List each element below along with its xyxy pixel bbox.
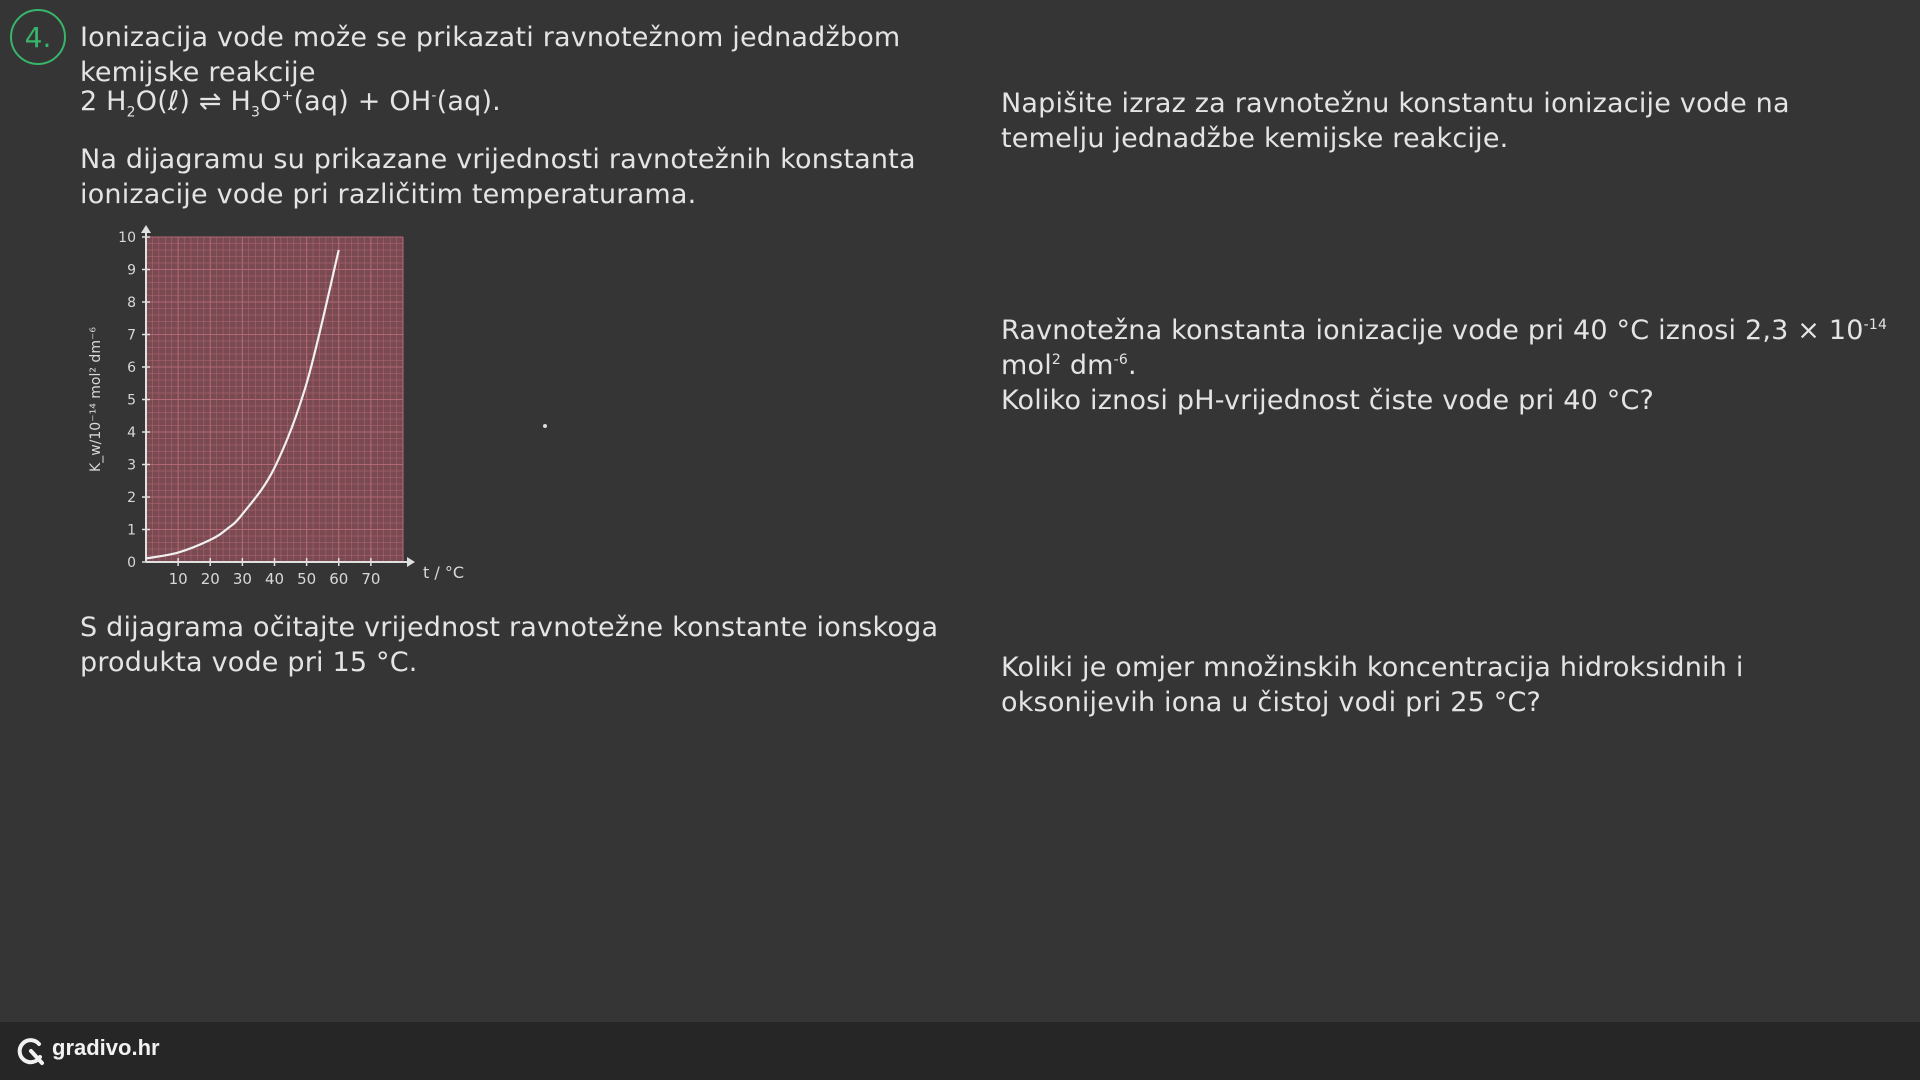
cursor-dot bbox=[543, 424, 547, 428]
y-tick-label: 8 bbox=[127, 295, 136, 311]
x-tick-label: 40 bbox=[264, 570, 285, 588]
y-tick-label: 4 bbox=[127, 425, 136, 441]
y-tick-label: 9 bbox=[127, 262, 136, 279]
y-tick-label: 2 bbox=[127, 490, 136, 506]
task-number: 4. bbox=[24, 20, 52, 54]
x-tick-label: 30 bbox=[232, 570, 252, 588]
y-tick-label: 10 bbox=[118, 230, 136, 246]
y-axis-label: K_w/10⁻¹⁴ mol² dm⁻⁶ bbox=[88, 327, 104, 472]
y-tick-label: 1 bbox=[127, 522, 136, 539]
diagram-description: Na dijagramu su prikazane vrijednosti ravnotežnih konstanta ionizacije vode pri različitim temperaturama. bbox=[80, 144, 916, 210]
x-tick-label: 60 bbox=[329, 570, 349, 588]
y-tick-label: 7 bbox=[127, 327, 136, 344]
y-axis-arrow bbox=[141, 225, 151, 233]
x-tick-label: 50 bbox=[297, 570, 317, 588]
brand-link[interactable]: gradivo.hr bbox=[52, 1035, 160, 1060]
question-ph-value: Ravnotežna konstanta ionizacije vode pri 40 °C iznosi $2,3 \times 10^{-14}$ mol$^2$ $dm^{-6}$. Koliko iznosi pH-vrijednost čiste vode pri 40 °C? bbox=[1001, 315, 1888, 416]
task-intro: Ionizacija vode može se prikazati ravnotežnom jednadžbom kemijske reakcije bbox=[80, 22, 901, 88]
chemical-equation: 2 $H_2O(\ell)$ ⇌ $H_3O^+(aq) + OH^-(aq)$. bbox=[80, 86, 501, 121]
y-tick-label: 3 bbox=[127, 457, 136, 474]
x-axis-label: t / °C bbox=[423, 563, 465, 582]
y-tick-label: 5 bbox=[127, 392, 136, 409]
y-tick-label: 0 bbox=[127, 555, 136, 571]
gradivo-logo-icon bbox=[16, 1036, 46, 1066]
footer-bar bbox=[0, 1022, 1920, 1080]
y-tick-label: 6 bbox=[127, 360, 136, 376]
question-ion-ratio: Koliki je omjer množinskih koncentracija hidroksidnih i oksonijevih iona u čistoj vodi pri 25 °C? bbox=[1001, 652, 1744, 718]
read-value-question: S dijagrama očitajte vrijednost ravnotežne konstante ionskoga produkta vode pri 15 °C. bbox=[80, 612, 939, 678]
x-tick-label: 70 bbox=[361, 570, 381, 588]
question-equilibrium-expression: Napišite izraz za ravnotežnu konstantu ionizacije vode na temelju jednadžbe kemijske reakcije. bbox=[1001, 88, 1790, 154]
x-tick-label: 10 bbox=[168, 570, 188, 588]
x-tick-label: 20 bbox=[200, 570, 220, 588]
x-axis-arrow bbox=[407, 557, 415, 567]
